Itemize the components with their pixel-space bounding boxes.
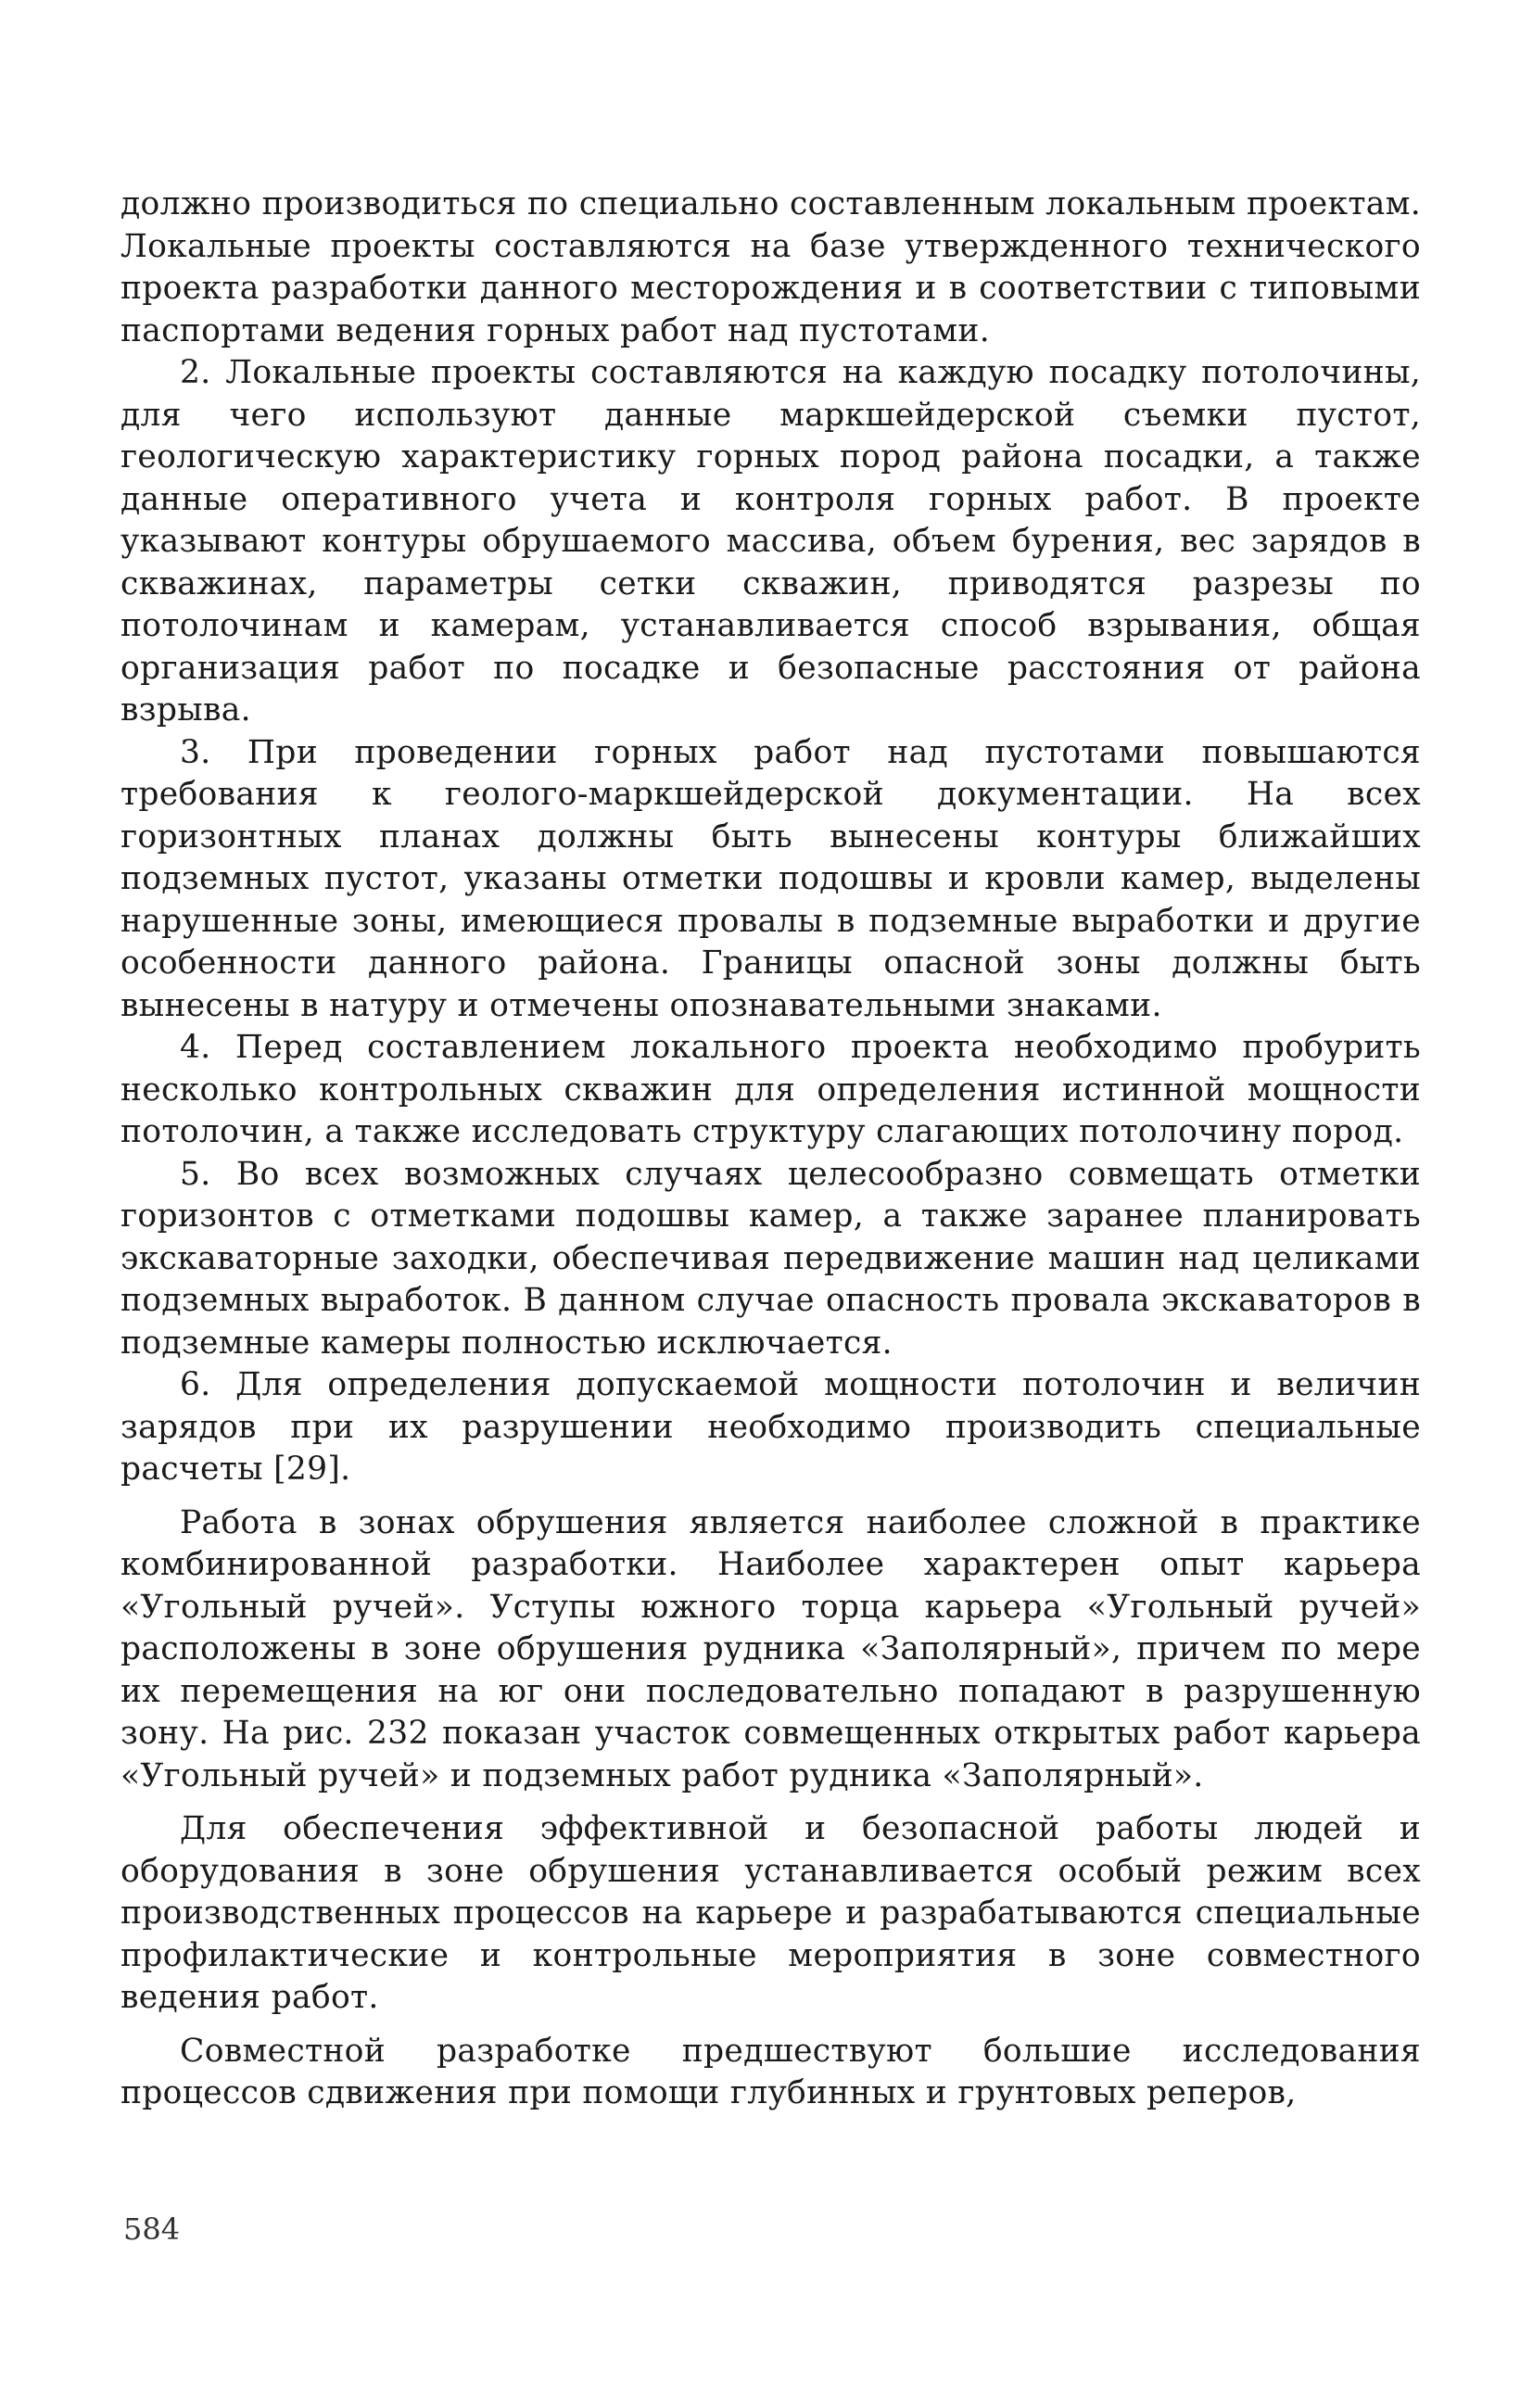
paragraph-item-4: 4. Перед составлением локального проекта необходимо пробурить несколько контрольных скважин для определения истинной мощности потолочин, а также исследовать структуру слагающих потолочину пород.	[120, 1029, 1421, 1150]
paragraph-item-2: 2. Локальные проекты составляются на каждую посадку потолочины, для чего используют данные маркшейдерской съемки пустот, геологическую характеристику горных пород района посадки, а также данные оперативного учета и контроля горных работ. В проекте указывают контуры обрушаемого массива, объем бурения, вес зарядов в скважинах, параметры сетки скважин, приводятся разрезы по потолочинам и камерам, устанавливается способ взрывания, общая организация работ по посадке и безопасные расстояния от района взрыва.	[120, 354, 1421, 729]
paragraph-safety-regime: Для обеспечения эффективной и безопасной работы людей и оборудования в зоне обрушения устанавливается особый режим всех производственных процессов на карьере и разрабатываются специальные профилактические и контрольные мероприятия в зоне совместного ведения работ.	[120, 1810, 1421, 2016]
body-text	[120, 184, 1421, 2115]
paragraph-research: Совместной разработке предшествуют большие исследования процессов сдвижения при помощи глубинных и грунтовых реперов,	[120, 2032, 1421, 2111]
paragraph-intro-continuation: должно производиться по специально составленным локальным проектам. Локальные проекты составляются на базе утвержденного технического проекта разработки данного месторождения и в соответствии с типовыми паспортами ведения горных работ над пустотами.	[120, 185, 1421, 349]
page-number: 584	[123, 2212, 181, 2247]
paragraph-item-6: 6. Для определения допускаемой мощности потолочин и величин зарядов при их разрушении необходимо производить специальные расчеты [29].	[120, 1366, 1421, 1488]
paragraph-item-5: 5. Во всех возможных случаях целесообразно совмещать отметки горизонтов с отметками подошвы камер, а также заранее планировать экскаваторные заходки, обеспечивая передвижение машин над целиками подземных выработок. В данном случае опасность провала экскаваторов в подземные камеры полностью исключается.	[120, 1155, 1421, 1362]
paragraph-collapse-zone: Работа в зонах обрушения является наиболее сложной в практике комбинированной разработки. Наиболее характерен опыт карьера «Угольный ручей». Уступы южного торца карьера «Угольный ручей» расположены в зоне обрушения рудника «Заполярный», причем по мере их перемещения на юг они последовательно попадают в разрушенную зону. На рис. 232 показан участок совмещенных открытых работ карьера «Угольный ручей» и подземных работ рудника «Заполярный».	[120, 1503, 1421, 1794]
paragraph-item-3: 3. При проведении горных работ над пустотами повышаются требования к геолого-маркшейдерской документации. На всех горизонтных планах должны быть вынесены контуры ближайших подземных пустот, указаны отметки подошвы и кровли камер, выделены нарушенные зоны, имеющиеся провалы в подземные выработки и другие особенности данного района. Границы опасной зоны должны быть вынесены в натуру и отмечены опознавательными знаками.	[120, 733, 1421, 1024]
